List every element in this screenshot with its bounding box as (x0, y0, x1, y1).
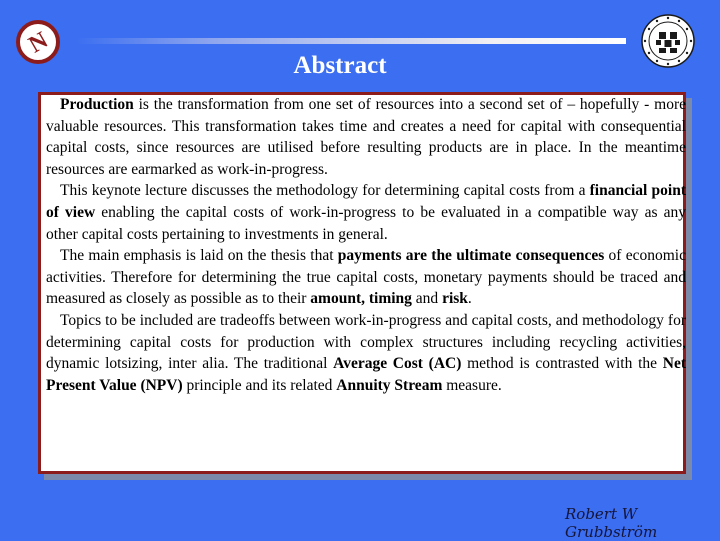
author-signature: Robert W Grubbström (565, 505, 658, 541)
paragraph-3: The main emphasis is laid on the thesis that payments are the ultimate consequences of economic activities. Therefore for determining the true capital costs, monetary payments should be traced and measured as closely as possible as to their amount, timing and risk. (46, 247, 686, 308)
header-rule (76, 38, 626, 44)
abstract-text (46, 94, 686, 396)
logo-letter: N (24, 27, 53, 59)
paragraph-2: This keynote lecture discusses the methodology for determining capital costs from a financial point of view enabling the capital costs of work-in-progress to be evaluated in a compatible way as any other capital costs pertaining to investments in general. (46, 182, 687, 243)
paragraph-1: Production is the transformation from one set of resources into a second set of – hopefully - more valuable resources. This transformation takes time and creates a need for capital with consequential capital costs, since resources are utilised before resulting products are in place. In the meantime resources are earmarked as work-in-progress. (46, 96, 686, 178)
paragraph-4: Topics to be included are tradeoffs between work-in-progress and capital costs, and methodology for determining capital costs for production with complex structures including recycling activities, dynamic lotsizing, inter alia. The traditional Average Cost (AC) method is contrasted with the Net Present Value (NPV) principle and its related Annuity Stream measure. (46, 311, 686, 394)
slide-title: Abstract (293, 52, 387, 79)
